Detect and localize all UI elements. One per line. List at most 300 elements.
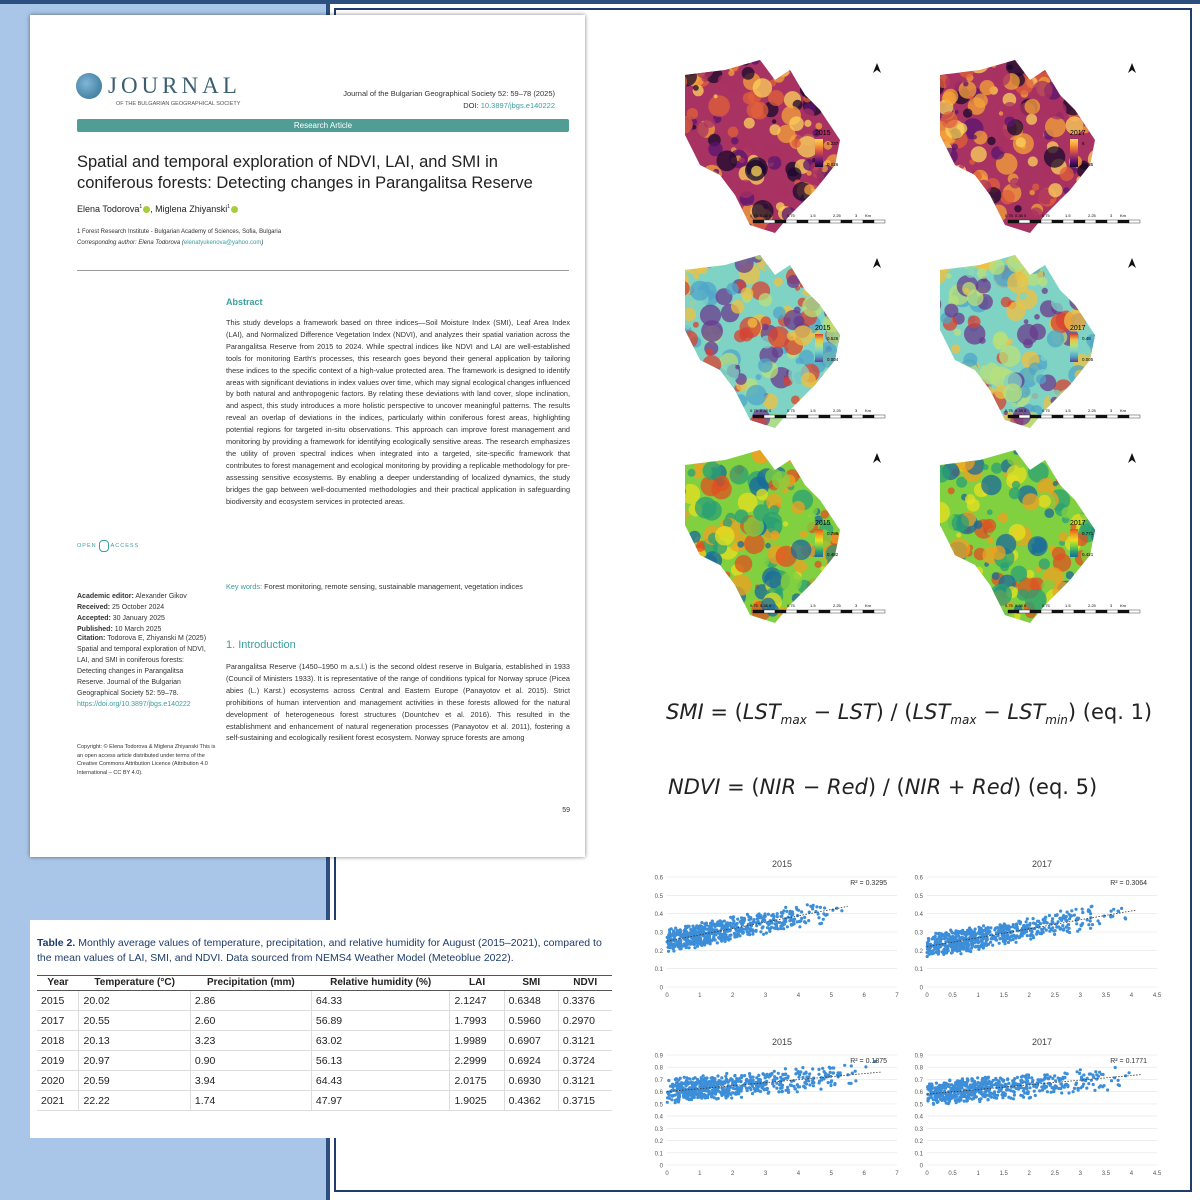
legend-max: 0.788 [827,531,839,536]
data-point [684,1084,687,1087]
data-point [984,1078,987,1081]
data-point [993,1083,996,1086]
page-number: 59 [562,807,570,814]
table-header-cell: NDVI [558,976,612,991]
author-1: Elena Todorova [77,204,140,214]
data-point [1005,925,1008,928]
data-point [1018,935,1021,938]
data-point [808,1072,811,1075]
scale-label: 2.25 [833,213,841,218]
data-point [1068,913,1071,916]
data-point [971,945,974,948]
data-point [684,944,687,947]
data-point [1048,930,1051,933]
x-tick-label: 1.5 [999,993,1008,999]
citation-doi-link[interactable]: https://doi.org/10.3897/jbgs.e140222 [77,701,191,708]
data-point [1028,1086,1031,1089]
data-point [988,1091,991,1094]
data-point [1046,921,1049,924]
scale-label: 0.75 [750,213,758,218]
data-point [771,1082,774,1085]
paper-page [30,15,585,857]
data-point [939,933,942,936]
data-point [779,1087,782,1090]
data-point [1075,922,1078,925]
table-cell: 0.4362 [504,1091,558,1111]
data-point [1009,938,1012,941]
data-point [819,906,822,909]
data-point [734,1081,737,1084]
data-point [731,1091,734,1094]
data-point [731,925,734,928]
y-tick-label: 0.1 [914,1151,923,1158]
legend-year: 2017 [1070,130,1086,137]
y-tick-label: 0.3 [654,1126,663,1133]
data-point [1072,1090,1075,1093]
data-point [983,943,986,946]
data-point [755,1076,758,1079]
ndvi-equation: NDVI = (NIR − Red) / (NIR + Red) (eq. 5) [668,775,1098,799]
email-link[interactable]: elenatyukenova@yahoo.com [183,240,262,246]
data-point [1067,1091,1070,1094]
data-point [670,934,673,937]
data-point [704,1094,707,1097]
data-point [789,1083,792,1086]
data-point [1013,1091,1016,1094]
smi-equation: SMI = $(LST_{max} - LST) / (LST_{max} - LST_{min})$ (eq. 1) [666,700,1153,728]
data-point [1060,919,1063,922]
scale-label: 0 [1024,603,1027,608]
data-point [727,1081,730,1084]
scale-label: 0 [769,603,772,608]
data-point [932,937,935,940]
x-tick-label: 1.5 [999,1171,1008,1177]
data-point [761,1087,764,1090]
legend-color-bar [815,139,823,167]
x-tick-label: 0.5 [948,993,957,999]
y-tick-label: 0.3 [654,930,663,937]
data-point [1081,911,1084,914]
data-point [854,1079,857,1082]
data-point [731,1078,734,1081]
data-point [1026,917,1029,920]
data-point [723,920,726,923]
table-2 [30,920,620,1138]
data-point [990,1096,993,1099]
data-point [1087,1082,1090,1085]
data-point [1011,1079,1014,1082]
x-tick-label: 4 [796,1171,801,1177]
citation: Citation: Todorova E, Zhiyanski M (2025) Spatial and temporal exploration of NDVI, LAI, and SMI in coniferous forests: Detecting changes in Parangalitsa Reserve. Journal of the Bulgarian Geographical Society 52: 59–78. https://doi.org/10.3897/jbgs.e140222 [77,635,207,708]
data-point [740,1074,743,1077]
data-point [932,949,935,952]
data-point [756,1085,759,1088]
table-cell: 0.3121 [558,1031,612,1051]
data-point [991,937,994,940]
y-tick-label: 0.6 [914,875,923,882]
data-point [675,1078,678,1081]
data-point [1110,910,1113,913]
scale-label: 3 [855,603,858,608]
table-header-cell: Year [37,976,79,991]
scale-label: Km [1120,603,1126,608]
data-point [994,937,997,940]
y-tick-label: 0.3 [914,930,923,937]
data-point [972,1096,975,1099]
data-point [730,1096,733,1099]
data-point [805,1072,808,1075]
data-point [794,1087,797,1090]
data-point [817,1068,820,1071]
data-point [1052,1086,1055,1089]
scale-label: 1.5 [810,603,816,608]
abstract-body: This study develops a framework based on three indices—Soil Moisture Index (SMI), Leaf Area Index (LAI), and Normalized Difference Vegetation Index (NDVI), and analyzes their spatial variation across the Parangalitsa Reserve from 2015 to 2024. While spectral indices like NDVI and LAI are well-established tools for monitoring Earth's processes, this research goes beyond their general application by tailoring these indices to the specific context of a high-value protected area. The framework is designed to identify areas with significant deviations in index values over time, which may signal ecological changes influenced by both natural and anthropogenic factors. By relating these deviations with land cover, slope inclination, and aspect, this study introduces a more holistic perspective to uncover meaningful patterns. The results reveal an overlap of deviations in the indices, particularly within coniferous forest areas, highlighting potential regions for targeted in-situ observations. This approach can improve forest management and monitoring by providing a framework for identifying ecologically sensitive areas. The research emphasizes the utility of proven spectral indices when integrated into a targeted, site-specific framework that contributes to forest management and ecological monitoring by providing a replicable methodology for pre-assessing sensitive ecosystems. By enabling a deeper understanding of localized dynamics, the study bridges the gap between well-documented methodologies and their practical application in safeguarding biodiversity and ecosystem services in protected areas. [226,318,570,506]
x-tick-label: 6 [862,993,866,999]
doi-link[interactable]: 10.3897/jbgs.e140222 [480,101,555,110]
scale-label: 0.75 [1005,408,1013,413]
data-point [835,907,838,910]
data-point [801,1066,804,1069]
data-point [799,920,802,923]
data-point [1066,1072,1069,1075]
data-point [938,1095,941,1098]
data-point [944,1097,947,1100]
table-cell: 2015 [37,991,79,1011]
y-tick-label: 0 [919,1163,923,1170]
data-point [720,1091,723,1094]
data-point [1013,1094,1016,1097]
table-cell: 2.2999 [450,1051,504,1071]
data-point [667,950,670,953]
data-point [728,934,731,937]
data-point [1065,915,1068,918]
data-point [1057,1077,1060,1080]
data-point [991,944,994,947]
data-point [1025,1091,1028,1094]
data-point [680,947,683,950]
data-point [775,1087,778,1090]
data-point [1017,920,1020,923]
table-row [37,1011,612,1031]
data-point [718,1079,721,1082]
data-point [690,1096,693,1099]
scale-label: 2.25 [1088,603,1096,608]
data-point [993,928,996,931]
data-point [1011,925,1014,928]
data-point [1087,910,1090,913]
article-metadata: Academic editor: Alexander Gikov Received: 25 October 2024 Accepted: 30 January 2025 Published: 10 March 2025 [77,593,187,633]
data-point [1077,1089,1080,1092]
scale-label: 0.75 [1042,408,1050,413]
data-point [667,1079,670,1082]
table-header-cell: Precipitation (mm) [190,976,311,991]
table-cell: 0.3376 [558,991,612,1011]
corresponding-author: Corresponding author: Elena Todorova (elenatyukenova@yahoo.com) [77,240,264,246]
data-point [1094,1070,1097,1073]
data-point [775,924,778,927]
data-point [740,922,743,925]
data-point [781,1084,784,1087]
data-point [829,1067,832,1070]
table-cell: 22.22 [79,1091,190,1111]
data-point [1033,1090,1036,1093]
table-cell: 0.6348 [504,991,558,1011]
data-point [715,1097,718,1100]
scale-label: Km [1120,408,1126,413]
data-point [749,929,752,932]
paper-title: Spatial and temporal exploration of NDVI, LAI, and SMI in coniferous forests: Detecting changes in Parangalitsa Reserve [77,153,533,192]
data-point [1089,927,1092,930]
table-cell: 20.59 [79,1071,190,1091]
data-point [977,1081,980,1084]
open-access-badge: OPEN ACCESS [77,540,139,552]
y-tick-label: 0.9 [914,1053,923,1060]
scale-label: 0.75 [1005,213,1013,218]
data-point [951,938,954,941]
scale-label: 0.38 [1015,408,1023,413]
scale-label: 0.75 [787,603,795,608]
data-point [693,939,696,942]
data-point [752,918,755,921]
raster-map-2017 [920,55,1126,235]
data-point [676,929,679,932]
scale-label: 0.75 [750,408,758,413]
data-point [1117,910,1120,913]
data-point [791,918,794,921]
data-point [749,1088,752,1091]
table-header-row [37,976,612,991]
data-point [725,1096,728,1099]
data-point [967,944,970,947]
data-point [758,1089,761,1092]
scale-label: 1.5 [810,213,816,218]
data-point [773,1075,776,1078]
y-tick-label: 0.3 [914,1126,923,1133]
legend-max: 0.48 [1082,336,1091,341]
data-point [762,933,765,936]
data-point [965,1084,968,1087]
scatter-chart-lai-smi-2017 [905,1033,1165,1193]
scale-label: 0 [769,213,772,218]
data-point [1092,1083,1095,1086]
table-cell: 1.9989 [450,1031,504,1051]
chart-title: 2017 [1031,859,1053,869]
y-tick-label: 0.5 [654,1102,663,1109]
data-point [969,931,972,934]
scale-label: 0.38 [760,408,768,413]
data-point [1011,935,1014,938]
data-point [829,1084,832,1087]
data-point [1117,1079,1120,1082]
data-point [958,1100,961,1103]
scale-label: 0.75 [1042,603,1050,608]
data-point [726,1088,729,1091]
data-point [1042,1085,1045,1088]
scale-bar [1008,220,1140,223]
x-tick-label: 1 [698,993,702,999]
data-point [683,1076,686,1079]
data-point [737,1087,740,1090]
data-point [963,931,966,934]
scale-label: 3 [855,408,858,413]
y-tick-label: 0.1 [654,967,663,974]
data-point [706,928,709,931]
y-tick-label: 0.5 [654,893,663,900]
data-point [713,1087,716,1090]
table-cell: 20.55 [79,1011,190,1031]
y-tick-label: 0.2 [654,1139,663,1146]
data-point [1036,930,1039,933]
legend-color-bar [815,529,823,557]
data-point [719,933,722,936]
data-point [932,1102,935,1105]
table-cell: 2.60 [190,1011,311,1031]
data-point [726,926,729,929]
scale-label: 2.25 [833,408,841,413]
data-point [928,948,931,951]
data-point [1020,1080,1023,1083]
data-point [740,1096,743,1099]
legend-color-bar [815,334,823,362]
x-tick-label: 2 [731,993,735,999]
data-point [812,904,815,907]
data-point [703,925,706,928]
data-point [1056,913,1059,916]
scale-bar [753,415,885,418]
table-cell: 63.02 [311,1031,450,1051]
data-point [999,937,1002,940]
table-cell: 0.6907 [504,1031,558,1051]
x-tick-label: 2 [731,1171,735,1177]
data-point [977,948,980,951]
data-point [996,1082,999,1085]
y-tick-label: 0.5 [914,1102,923,1109]
data-point [811,1067,814,1070]
data-point [932,1098,935,1101]
x-tick-label: 4.5 [1152,993,1162,999]
raster-map-2017 [920,250,1126,430]
table-cell: 3.23 [190,1031,311,1051]
data-point [806,903,809,906]
table-header-cell: SMI [504,976,558,991]
chart-title: 2015 [771,1037,793,1047]
data-point [1062,928,1065,931]
x-tick-label: 0 [925,1171,929,1177]
data-point [930,1086,933,1089]
data-point [1007,1082,1010,1085]
legend-year: 2017 [1070,520,1086,527]
data-point [959,952,962,955]
data-point [950,931,953,934]
data-point [1025,920,1028,923]
table-cell: 2017 [37,1011,79,1031]
data-point [691,1093,694,1096]
data-point [1031,930,1034,933]
x-tick-label: 4 [796,993,801,999]
data-point [998,942,1001,945]
data-point [670,927,673,930]
scale-label: 0 [1024,408,1027,413]
y-tick-label: 0 [659,985,663,992]
data-point [997,930,1000,933]
table-cell: 2019 [37,1051,79,1071]
data-point [972,941,975,944]
data-point [737,933,740,936]
x-tick-label: 1 [976,993,980,999]
data-point [979,1097,982,1100]
data-point [699,1082,702,1085]
data-point [776,912,779,915]
data-point [1044,1076,1047,1079]
data-point [985,939,988,942]
table-cell: 20.02 [79,991,190,1011]
table-cell: 2020 [37,1071,79,1091]
table-cell: 0.3724 [558,1051,612,1071]
data-point [766,926,769,929]
data-point [727,924,730,927]
affiliations [77,227,281,249]
data-point [781,1090,784,1093]
data-point [1068,927,1071,930]
data-point [972,931,975,934]
data-point [1046,1090,1049,1093]
data-point [1087,923,1090,926]
scale-label: Km [865,213,871,218]
orcid-icon[interactable] [231,206,238,213]
y-tick-label: 0.4 [654,1114,663,1121]
data-point [807,919,810,922]
data-point [737,1092,740,1095]
data-point [934,945,937,948]
data-point [963,941,966,944]
data-point [763,912,766,915]
data-point [1001,934,1004,937]
legend-color-bar [1070,529,1078,557]
x-tick-label: 3 [1078,993,1083,999]
legend-year: 2015 [815,520,831,527]
data-point [753,1087,756,1090]
scale-label: 0.75 [787,408,795,413]
data-point [804,1081,807,1084]
data-point [701,942,704,945]
data-point [761,917,764,920]
data-point [1060,1091,1063,1094]
legend-min: 0.482 [827,552,839,557]
data-point [987,1076,990,1079]
raster-map-2015 [665,250,871,430]
data-point [697,925,700,928]
data-point [741,917,744,920]
data-point [717,1090,720,1093]
data-point [980,932,983,935]
data-point [1098,1086,1101,1089]
data-point [1064,1083,1067,1086]
data-point [854,1070,857,1073]
data-point [973,1080,976,1083]
header-rule [77,270,569,271]
data-point [717,923,720,926]
data-point [1022,1096,1025,1099]
data-point [1067,923,1070,926]
data-point [996,1094,999,1097]
data-point [1034,1094,1037,1097]
data-point [719,919,722,922]
data-point [821,1067,824,1070]
data-point [686,941,689,944]
data-point [1005,1088,1008,1091]
data-point [927,1086,930,1089]
scale-label: Km [865,408,871,413]
